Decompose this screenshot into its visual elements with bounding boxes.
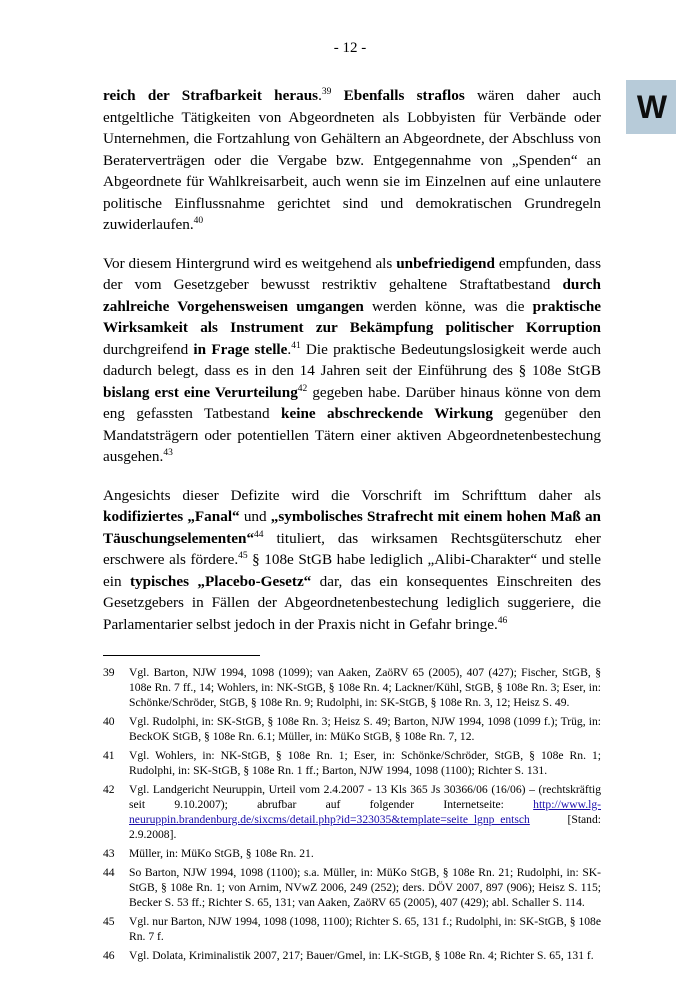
text-run: dar, das ein konsequentes Einschreiten des Gesetzgebers in Fällen der Abgeordnetenbestechung lediglich suggeriere, die Parlamentarier selbst jedoch in der Praxis nicht in Gefahr bringe. <box>103 572 601 633</box>
footnote-number: 46 <box>103 949 115 962</box>
footnote-number: 45 <box>103 915 115 928</box>
text-run: Müller, in: MüKo StGB, § 108e Rn. 21. <box>129 847 314 860</box>
footnote-text <box>129 714 601 744</box>
paragraph <box>103 485 601 636</box>
bold-text: typisches „Placebo-Gesetz“ <box>129 572 312 590</box>
text-run: So Barton, NJW 1994, 1098 (1100); s.a. Müller, in: MüKo StGB, § 108e Rn. 21; Rudolphi, in: SK-StGB, § 108e Rn. 1; von Arnim, NVwZ 2006, 249 (252); ders. DÖV 2007, 897 (906); Heisz S. 115; Becker S. 53 ff.; Richter S. 65, 131; van Aaken, ZaöRV 65 (2005), 407 (429); abl. Schaller S. 114. <box>129 866 601 909</box>
footnote-text <box>129 948 601 963</box>
footnote-text <box>129 748 601 778</box>
footnotes <box>103 665 601 967</box>
text-run: Vgl. Dolata, Kriminalistik 2007, 217; Bauer/Gmel, in: LK-StGB, § 108e Rn. 4; Richter S. 65, 131 f. <box>129 949 594 962</box>
footnote-number: 39 <box>103 666 115 679</box>
bold-text: in Frage stelle <box>193 340 288 358</box>
bold-text: reich der Strafbarkeit heraus <box>103 87 319 104</box>
footnote <box>103 846 601 861</box>
text-run: werden könne, was die <box>363 297 533 315</box>
footnote <box>103 714 601 744</box>
footnote-ref: 46 <box>497 615 508 626</box>
text-run: [Stand: 2.9.2008]. <box>129 813 601 841</box>
text-run: gegeben habe. Darüber hinaus könne von dem eng gefassten Tatbestand <box>103 383 601 422</box>
footnote-number: 44 <box>103 866 115 879</box>
footnote <box>103 665 601 710</box>
footnote <box>103 865 601 910</box>
footnote-number: 40 <box>103 715 115 728</box>
bold-text: unbefriedigend <box>396 254 495 272</box>
logo-letter: W <box>636 88 666 125</box>
text-run: Vgl. Barton, NJW 1994, 1098 (1099); van Aaken, ZaöRV 65 (2005), 407 (427); Fischer, StGB, § 108e Rn. 7 ff., 14; Wohlers, in: NK-StGB, § 108e Rn. 4; Lackner/Kühl, StGB, § 108e Rn. 3; Eser, in: Schönke/Schröder, StGB, § 108e Rn. 9; Rudolphi, in: SK-StGB, § 108e Rn. 3, 12; Heisz S. 49. <box>129 666 601 709</box>
footnote-ref: 45 <box>238 550 248 561</box>
text-run: wären daher auch entgeltliche Tätigkeiten von Abgeordneten als Lobbyisten für Verbände oder Unternehmen, die Fortzahlung von Gehältern an Abgeordnete, der Abschluss von Beraterverträgen oder die Vergabe bzw. Entgegennahme von „Spenden“ an Abgeordnete für Wahlkreisarbeit, auch wenn sie im Einzelnen auf eine unlautere politische Einflussnahme gerichtet sind und demokratischen Grundregeln zuwiderlaufen. <box>103 87 601 233</box>
text-run: Die praktische Bedeutungslosigkeit werde auch dadurch belegt, dass es in den 14 Jahren seit der Einführung des § 108e StGB <box>103 340 601 379</box>
text-run: § 108e StGB habe lediglich „Alibi-Charakter“ und stelle ein <box>103 551 601 590</box>
bold-text: Ebenfalls straflos <box>343 87 465 104</box>
footnote-text <box>129 865 601 910</box>
footnote-number: 41 <box>103 749 115 762</box>
footnote <box>103 782 601 842</box>
footnote-separator <box>103 655 260 656</box>
footnote <box>103 914 601 944</box>
footnote-ref: 41 <box>291 340 301 351</box>
text-run: Vgl. nur Barton, NJW 1994, 1098 (1098, 1100); Richter S. 65, 131 f.; Rudolphi, in: SK-StGB, § 108e Rn. 7 f. <box>129 915 601 943</box>
footnote-number: 43 <box>103 847 115 860</box>
paragraph <box>103 253 601 468</box>
text-run: und <box>239 508 271 525</box>
footnote <box>103 948 601 963</box>
text-run: tituliert, das wirksamen Rechtsgüterschutz eher erschwere als fördere. <box>103 529 601 568</box>
bold-text: keine abschreckende Wirkung <box>281 405 493 422</box>
footnote-number: 42 <box>103 783 115 796</box>
text-run: . <box>287 340 292 358</box>
footnote-text <box>129 782 601 842</box>
publisher-logo <box>626 80 676 134</box>
bold-text: kodifiziertes „Fanal“ <box>103 508 240 525</box>
footnote-text <box>129 665 601 710</box>
paragraph <box>103 85 601 236</box>
footnote-ref: 42 <box>297 383 308 394</box>
text-run: durchgreifend <box>103 340 194 358</box>
footnote-text <box>129 914 601 944</box>
text-run: Vgl. Rudolphi, in: SK-StGB, § 108e Rn. 3; Heisz S. 49; Barton, NJW 1994, 1098 (1099 f.); Trüg, in: BeckOK StGB, § 108e Rn. 6.1; Müller, in: MüKo StGB, § 108e Rn. 7, 12. <box>129 715 601 743</box>
text-run: gegenüber den Mandatsträgern oder potentiellen Tätern einer aktiven Abgeordnetenbestechung ausgehen. <box>103 405 601 465</box>
footnote <box>103 748 601 778</box>
footnote-ref: 44 <box>254 529 264 540</box>
source-link[interactable]: http://www.lg-neuruppin.brandenburg.de/sixcms/detail.php?id=323035&template=seite_lgnp_entsch <box>129 798 601 826</box>
footnote-ref: 43 <box>163 447 173 458</box>
text-run: Vgl. Landgericht Neuruppin, Urteil vom 2.4.2007 - 13 Kls 365 Js 30366/06 (16/06) – (rechtskräftig seit 9.10.2007); abrufbar auf folgender Internetseite: <box>129 783 601 811</box>
footnote-text <box>129 846 601 861</box>
text-run <box>331 87 343 104</box>
text-run: . <box>318 87 322 104</box>
text-run: Angesichts dieser Defizite wird die Vorschrift im Schrifttum daher als <box>103 486 601 504</box>
page-number: - 12 - <box>333 40 367 56</box>
text-run: Vgl. Wohlers, in: NK-StGB, § 108e Rn. 1; Eser, in: Schönke/Schröder, StGB, § 108e Rn. 1; Rudolphi, in: SK-StGB, § 108e Rn. 1 ff.; Barton, NJW 1994, 1098 (1100); Richter S. 131. <box>129 749 601 777</box>
bold-text: durch zahlreiche Vorgehensweisen umgangen <box>103 276 601 315</box>
text-run: Vor diesem Hintergrund wird es weitgehend als <box>103 254 397 272</box>
text-run: empfunden, dass der vom Gesetzgeber bewusst restriktiv gehaltene Straftatbestand <box>103 254 601 293</box>
body-text <box>103 85 601 652</box>
footnote-ref: 39 <box>321 86 332 97</box>
bold-text: bislang erst eine Verurteilung <box>103 383 298 401</box>
bold-text: praktische Wirksamkeit als Instrument zur Bekämpfung politischer Korruption <box>103 297 601 336</box>
bold-text: „symbolisches Strafrecht mit einem hohen Maß an Täuschungselementen“ <box>103 508 601 547</box>
footnote-ref: 40 <box>193 215 204 226</box>
